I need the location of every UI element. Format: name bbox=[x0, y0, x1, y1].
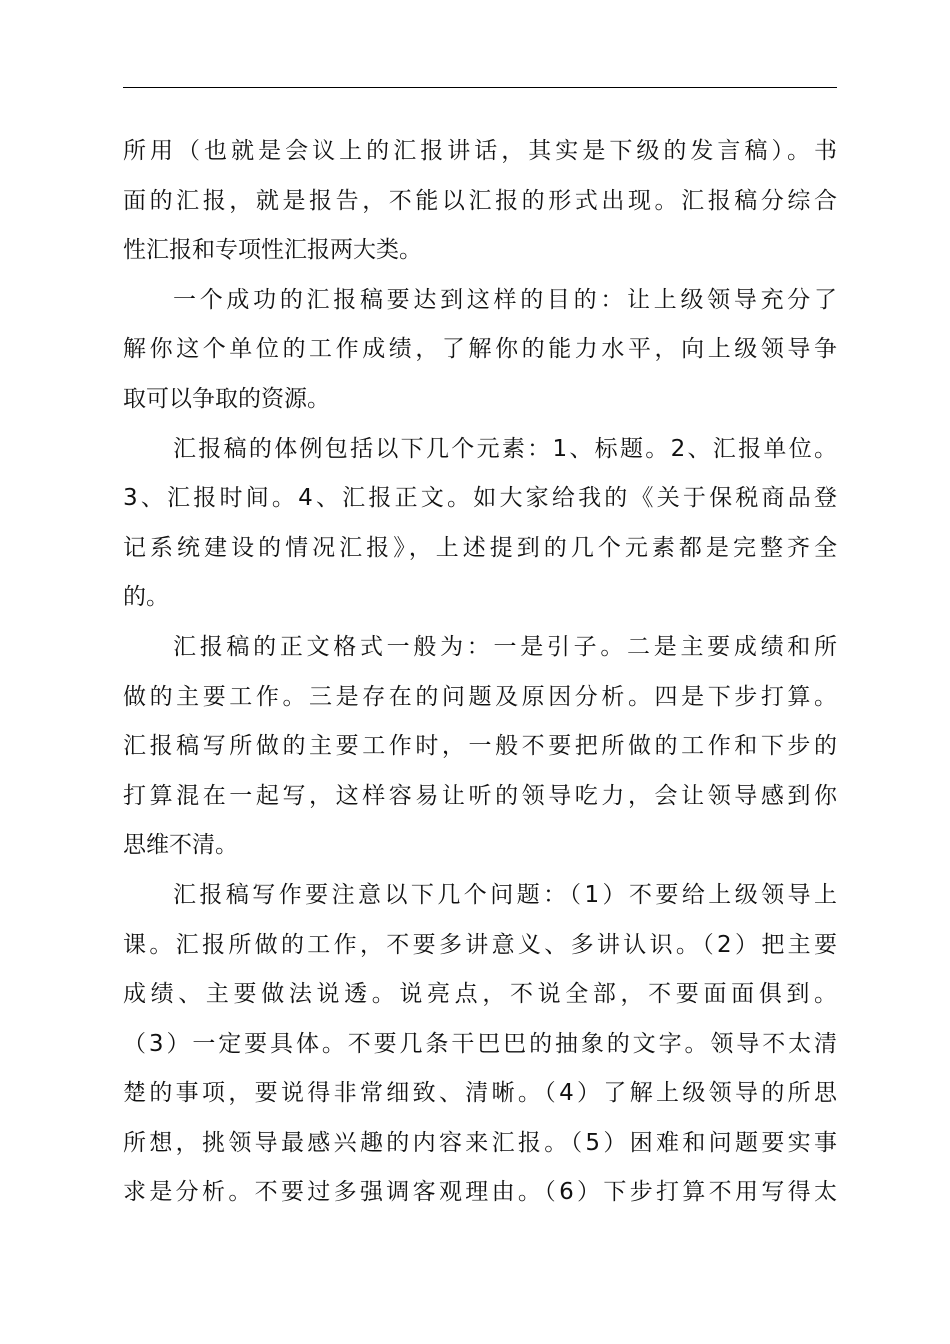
body-text-line: 性汇报和专项性汇报两大类。 bbox=[123, 237, 422, 264]
body-text-line: 的。 bbox=[123, 584, 169, 611]
body-text-line: 汇报稿写作要注意以下几个问题：（1）不要给上级领导上 bbox=[173, 881, 837, 908]
body-text-line: 做的主要工作。三是存在的问题及原因分析。四是下步打算。 bbox=[123, 683, 837, 710]
body-text-line: 打算混在一起写，这样容易让听的领导吃力，会让领导感到你 bbox=[123, 782, 837, 809]
body-text-line: 汇报稿的正文格式一般为：一是引子。二是主要成绩和所 bbox=[173, 633, 837, 660]
body-text-line: 取可以争取的资源。 bbox=[123, 385, 330, 412]
body-text-line: 一个成功的汇报稿要达到这样的目的：让上级领导充分了 bbox=[173, 286, 837, 313]
body-text-line: 3、汇报时间。4、汇报正文。如大家给我的《关于保税商品登 bbox=[123, 485, 837, 512]
document-body bbox=[123, 127, 837, 1218]
body-text-line: 面的汇报，就是报告，不能以汇报的形式出现。汇报稿分综合 bbox=[123, 187, 837, 214]
header-rule bbox=[123, 87, 837, 88]
body-text-line: 汇报稿写所做的主要工作时，一般不要把所做的工作和下步的 bbox=[123, 733, 837, 760]
body-text-line: 思维不清。 bbox=[123, 832, 238, 859]
body-text-line: 记系统建设的情况汇报》，上述提到的几个元素都是完整齐全 bbox=[123, 534, 837, 561]
body-text-line: 求是分析。不要过多强调客观理由。（6）下步打算不用写得太 bbox=[123, 1179, 837, 1206]
body-text-line: 所想，挑领导最感兴趣的内容来汇报。（5）困难和问题要实事 bbox=[123, 1129, 837, 1156]
body-text-line: 楚的事项，要说得非常细致、清晰。（4）了解上级领导的所思 bbox=[123, 1080, 837, 1107]
body-text-line: 课。汇报所做的工作，不要多讲意义、多讲认识。（2）把主要 bbox=[123, 931, 837, 958]
body-text-line: （3）一定要具体。不要几条干巴巴的抽象的文字。领导不太清 bbox=[123, 1030, 837, 1057]
body-text-line: 成绩、主要做法说透。说亮点，不说全部，不要面面俱到。 bbox=[123, 981, 837, 1008]
body-text-line: 汇报稿的体例包括以下几个元素：1、标题。2、汇报单位。 bbox=[173, 435, 837, 462]
body-text-line: 解你这个单位的工作成绩，了解你的能力水平，向上级领导争 bbox=[123, 336, 837, 363]
body-text-line: 所用（也就是会议上的汇报讲话，其实是下级的发言稿）。书 bbox=[123, 138, 837, 164]
